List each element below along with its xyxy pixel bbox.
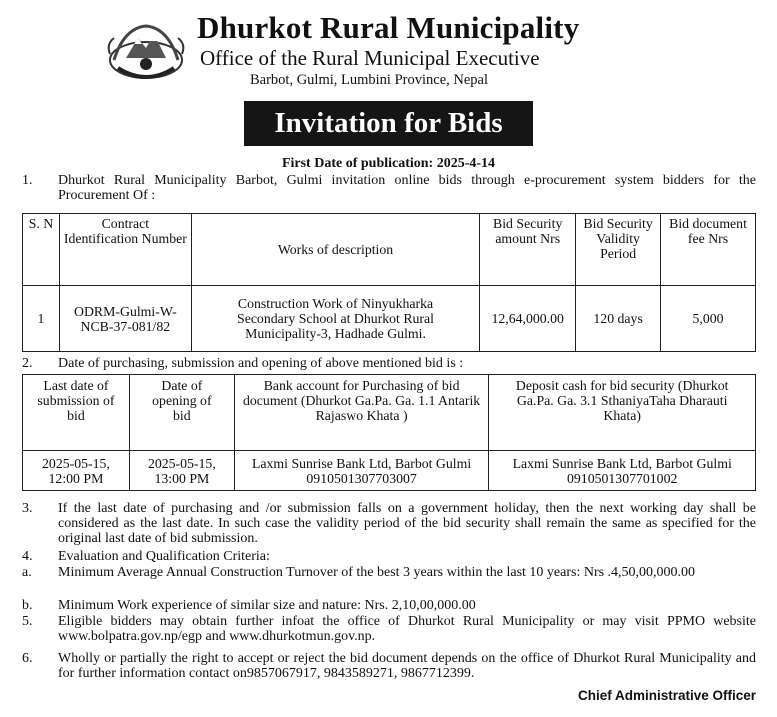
organization-block — [197, 10, 597, 90]
clause-text: Dhurkot Rural Municipality Barbot, Gulmi invitation online bids through e-procurement system bidders for the Procurement Of : — [58, 173, 756, 203]
clause-number: 1. — [22, 173, 33, 188]
table-cell: 2025-05-15, 12:00 PM — [23, 451, 130, 491]
table-row — [23, 286, 756, 352]
clause-text: Date of purchasing, submission and opening of above mentioned bid is : — [58, 356, 464, 371]
organization-name: Dhurkot Rural Municipality — [197, 10, 580, 45]
clause-number: 2. — [22, 356, 33, 371]
table-header-row — [23, 214, 756, 286]
clause-text: Minimum Work experience of similar size and nature: Nrs. 2,10,00,000.00 — [58, 598, 476, 613]
table-cell: 1 — [23, 286, 60, 352]
header-cell: Bid document fee Nrs — [661, 214, 756, 286]
header-cell: Deposit cash for bid security (Dhurkot Ga.Pa. Ga. 3.1 SthaniyaTaha Dharauti Khata) — [489, 375, 756, 451]
clause-text: Eligible bidders may obtain further infoat the office of Dhurkot Rural Municipality or may visit PPMO website www.bolpatra.gov.np/egp and www.dhurkotmun.gov.np. — [58, 614, 756, 644]
clause-number: a. — [22, 565, 32, 580]
nepal-government-emblem-icon — [104, 20, 188, 84]
publication-date: First Date of publication: 2025-4-14 — [281, 156, 496, 171]
table-header-row — [23, 375, 756, 451]
table-cell: Construction Work of Ninyukharka Secondary School at Dhurkot Rural Municipality-3, Hadhade Gulmi. — [191, 286, 479, 352]
header-cell: Bid Security amount Nrs — [480, 214, 576, 286]
header-cell: Last date of submission of bid — [23, 375, 130, 451]
notice-title: Invitation for Bids — [244, 101, 533, 146]
clause-text: Wholly or partially the right to accept or reject the bid document depends on the office of Dhurkot Rural Municipality and for further information contact on9857067917, 9843589271, 9867712399. — [58, 651, 756, 681]
office-name: Office of the Rural Municipal Executive — [200, 46, 540, 70]
clause-text: If the last date of purchasing and /or submission falls on a government holiday, then the next working day shall be considered as the last date. In such case the validity period of the bid security shall remain the same as specified for the original last date of bid submission. — [58, 501, 756, 546]
letterhead — [0, 0, 777, 100]
signatory-title: Chief Administrative Officer — [577, 688, 756, 703]
table-cell: Laxmi Sunrise Bank Ltd, Barbot Gulmi 0910501307703007 — [234, 451, 489, 491]
header-cell: Contract Identification Number — [59, 214, 191, 286]
header-cell: Works of description — [191, 214, 479, 286]
table-cell: 120 days — [576, 286, 661, 352]
table-cell: 5,000 — [661, 286, 756, 352]
header-cell: Bank account for Purchasing of bid document (Dhurkot Ga.Pa. Ga. 1.1 Antarik Rajaswo Khata ) — [234, 375, 489, 451]
clause-number: b. — [22, 598, 33, 613]
table-cell: 12,64,000.00 — [480, 286, 576, 352]
clause-number: 5. — [22, 614, 33, 629]
clause-number: 4. — [22, 549, 33, 564]
procurement-table — [22, 213, 756, 352]
table-cell: ODRM-Gulmi-W-NCB-37-081/82 — [59, 286, 191, 352]
table-row — [23, 451, 756, 491]
clause-text: Evaluation and Qualification Criteria: — [58, 549, 270, 564]
header-cell: Date of opening of bid — [129, 375, 234, 451]
clause-text: Minimum Average Annual Construction Turnover of the best 3 years within the last 10 years: Nrs .4,50,00,000.00 — [58, 565, 696, 580]
table-cell: 2025-05-15, 13:00 PM — [129, 451, 234, 491]
clause-number: 3. — [22, 501, 33, 516]
header-cell: S. N — [23, 214, 60, 286]
header-cell: Bid Security Validity Period — [576, 214, 661, 286]
bid-schedule-table — [22, 374, 756, 491]
clause-number: 6. — [22, 651, 33, 666]
office-address: Barbot, Gulmi, Lumbini Province, Nepal — [250, 72, 489, 88]
table-cell: Laxmi Sunrise Bank Ltd, Barbot Gulmi 0910501307701002 — [489, 451, 756, 491]
